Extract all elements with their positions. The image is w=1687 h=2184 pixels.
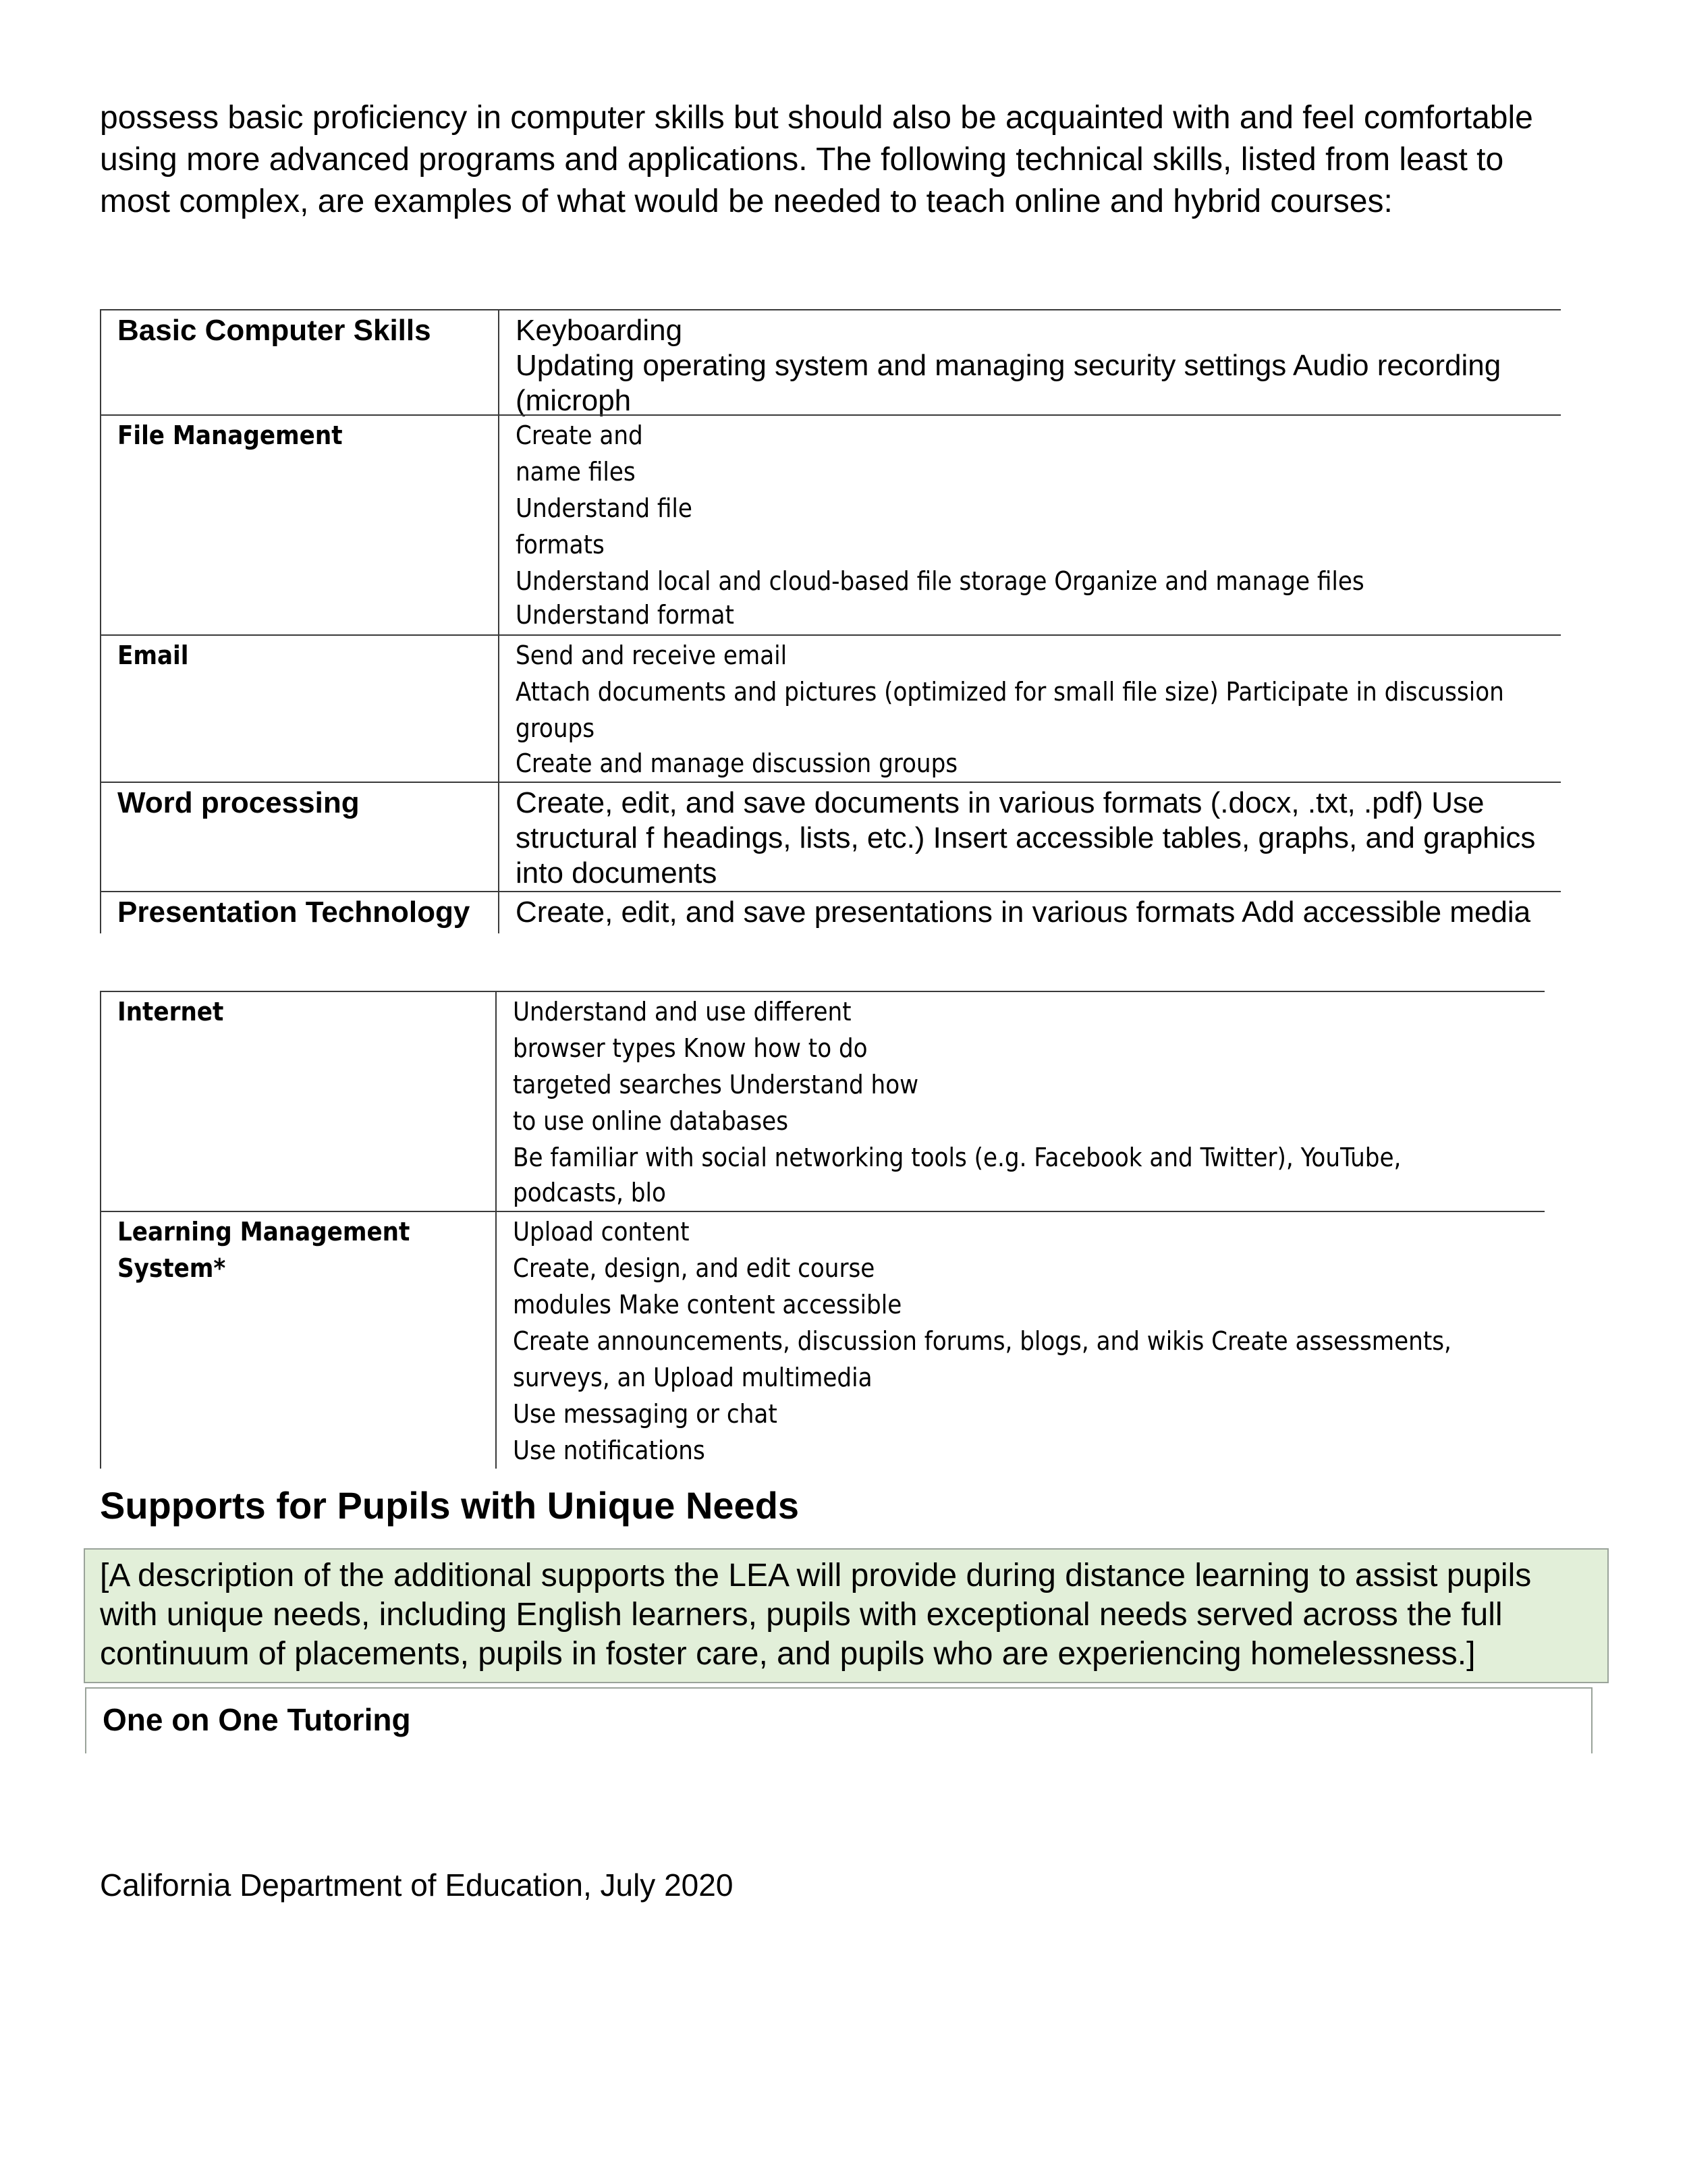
intro-paragraph [100, 97, 1598, 223]
items-cell [499, 635, 1561, 782]
description-line: continuum of placements, pupils in foster care, and pupils who are experiencing homelessness.] [100, 1636, 1476, 1672]
items-cell [499, 415, 1561, 635]
supports-description-box [84, 1548, 1609, 1683]
skill-item: Create and [516, 420, 643, 450]
category-label: Learning Management [117, 1217, 410, 1247]
skill-item: structural f headings, lists, etc.) Insert accessible tables, graphs, and graphics [516, 821, 1536, 854]
category-cell [101, 782, 499, 892]
tutoring-section-box [85, 1687, 1593, 1753]
description-line: [A description of the additional supports the LEA will provide during distance learning to assist pupils [100, 1558, 1532, 1593]
category-label: File Management [117, 420, 343, 450]
table-row [101, 1211, 1545, 1469]
table-row [101, 415, 1561, 635]
category-label: Presentation Technology [117, 896, 470, 929]
skill-item: Create, design, and edit course [513, 1253, 875, 1283]
technical-skills-table-1-end [100, 782, 1561, 933]
skill-item: surveys, an Upload multimedia [513, 1363, 873, 1392]
category-label: Internet [117, 997, 224, 1027]
skill-item: Create and manage discussion groups [516, 748, 958, 778]
intro-line: using more advanced programs and applications. The following technical skills, listed from least to [100, 142, 1504, 178]
category-label: Email [117, 640, 189, 670]
tutoring-heading: One on One Tutoring [103, 1702, 411, 1737]
skill-item: Keyboarding [516, 314, 683, 347]
skill-item: Create, edit, and save presentations in various formats Add accessible media [516, 896, 1531, 929]
category-cell [101, 991, 496, 1211]
items-cell [499, 310, 1561, 418]
intro-line: possess basic proficiency in computer skills but should also be acquainted with and feel comfortable [100, 100, 1533, 136]
skill-item: Create announcements, discussion forums, blogs, and wikis Create assessments, [513, 1326, 1451, 1356]
skill-item: Attach documents and pictures (optimized for small file size) Participate in discussion [516, 677, 1504, 707]
table-row [101, 310, 1561, 418]
skill-item: Understand local and cloud-based file storage Organize and manage files [516, 566, 1364, 596]
technical-skills-table-1-continued [100, 414, 1561, 782]
technical-skills-table-1 [100, 309, 1561, 418]
skill-item: groups [516, 713, 595, 743]
page-footer: California Department of Education, July 2020 [100, 1867, 734, 1903]
skill-item: into documents [516, 856, 717, 890]
skill-item: Upload content [513, 1217, 690, 1247]
skill-item: Create, edit, and save documents in various formats (.docx, .txt, .pdf) Use [516, 786, 1485, 819]
skill-item: podcasts, blo [513, 1178, 666, 1207]
skill-item: Use messaging or chat [513, 1399, 777, 1429]
skill-item: targeted searches Understand how [513, 1070, 919, 1099]
skill-item: Understand file [516, 493, 692, 523]
table-row [101, 892, 1561, 933]
description-line: with unique needs, including English learners, pupils with exceptional needs served across the full [100, 1597, 1503, 1633]
items-cell [496, 1211, 1545, 1469]
table-row [101, 782, 1561, 892]
skill-item: name files [516, 457, 636, 487]
category-cell [101, 1211, 496, 1469]
category-label: Word processing [117, 786, 360, 819]
table-row [101, 991, 1545, 1211]
items-cell [496, 991, 1545, 1211]
skill-item: browser types Know how to do [513, 1033, 868, 1063]
category-cell [101, 310, 499, 418]
category-cell [101, 635, 499, 782]
skill-item: Understand and use different [513, 997, 852, 1027]
skill-item: Use notifications [513, 1436, 705, 1465]
category-label: System* [117, 1253, 226, 1283]
skill-item: Send and receive email [516, 640, 787, 670]
category-cell [101, 892, 499, 933]
technical-skills-table-2 [100, 991, 1545, 1469]
table-row [101, 635, 1561, 782]
skill-item: Be familiar with social networking tools (e.g. Facebook and Twitter), YouTube, [513, 1143, 1402, 1172]
items-cell [499, 892, 1561, 933]
skill-item: modules Make content accessible [513, 1290, 902, 1319]
items-cell [499, 782, 1561, 892]
skill-item: Understand format [516, 600, 734, 630]
category-label: Basic Computer Skills [117, 314, 431, 347]
skill-item: (microph [516, 384, 632, 417]
section-heading: Supports for Pupils with Unique Needs [100, 1484, 800, 1527]
skill-item: Updating operating system and managing security settings Audio recording [516, 349, 1501, 382]
category-cell [101, 415, 499, 635]
skill-item: to use online databases [513, 1106, 789, 1136]
skill-item: formats [516, 530, 605, 559]
intro-line: most complex, are examples of what would be needed to teach online and hybrid courses: [100, 184, 1393, 219]
